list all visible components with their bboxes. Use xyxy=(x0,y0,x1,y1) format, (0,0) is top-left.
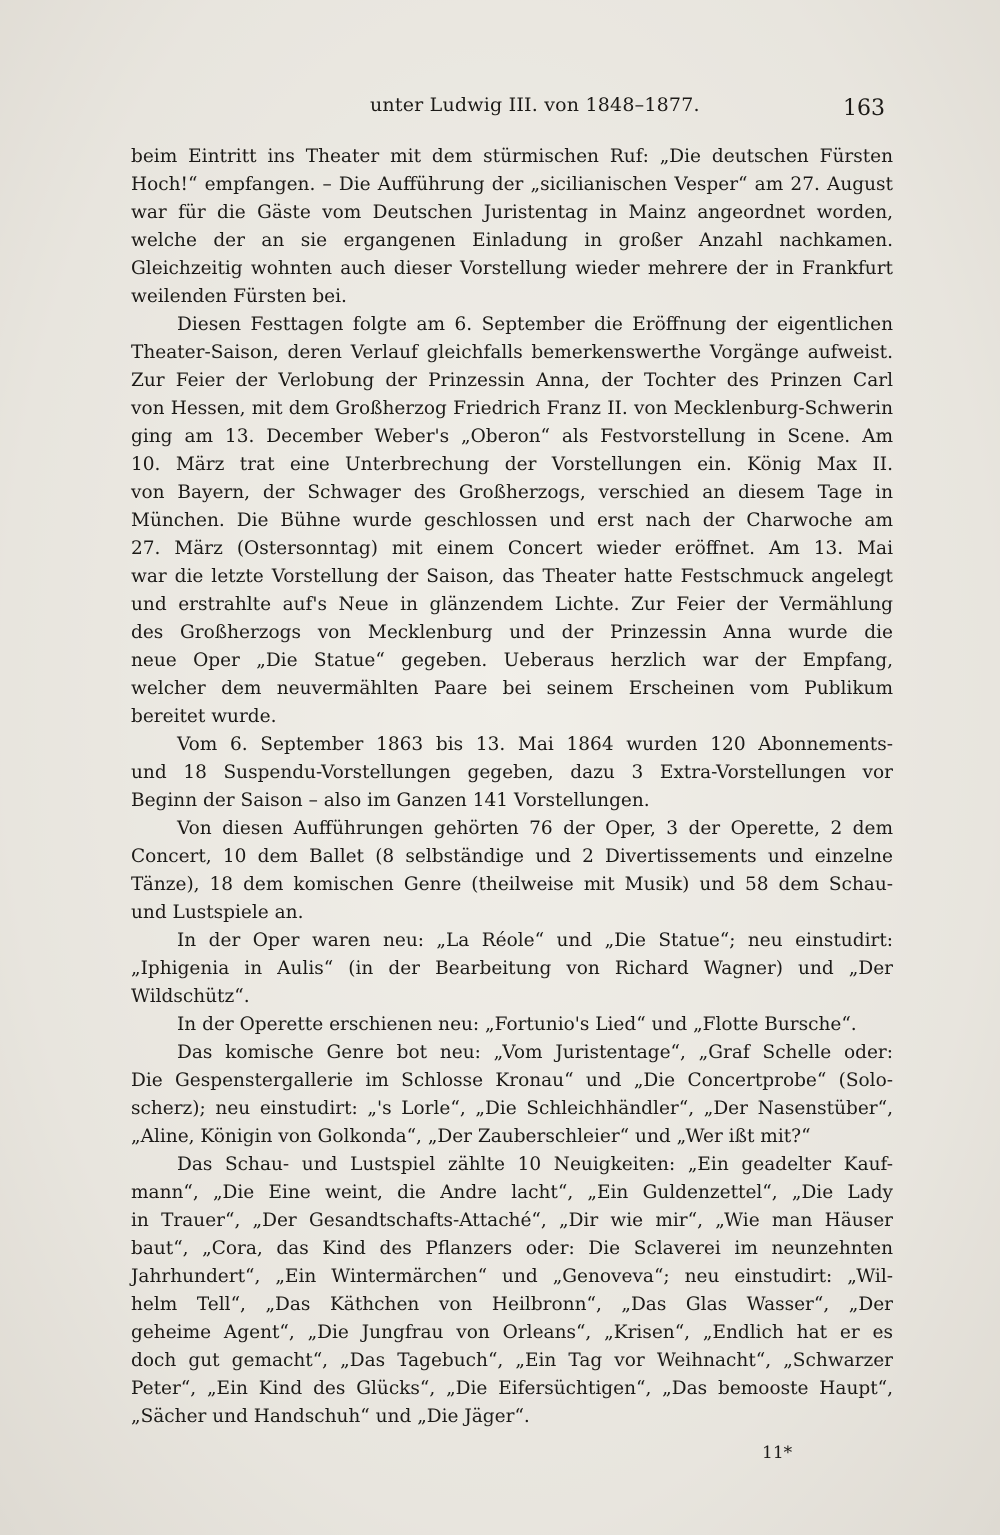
text-line: 10. März trat eine Unterbrechung der Vorstellungen ein. König Max II. xyxy=(131,454,893,475)
text-line: Die Gespenstergallerie im Schlosse Kronau“ und „Die Concertprobe“ (Solo- xyxy=(131,1070,893,1091)
text-line: Jahrhundert“, „Ein Wintermärchen“ und „Genoveva“; neu einstudirt: „Wil- xyxy=(131,1266,893,1287)
text-line: doch gut gemacht“, „Das Tagebuch“, „Ein Tag vor Weihnacht“, „Schwarzer xyxy=(131,1350,893,1371)
text-line: Zur Feier der Verlobung der Prinzessin Anna, der Tochter des Prinzen Carl xyxy=(131,370,893,391)
text-line: beim Eintritt ins Theater mit dem stürmischen Ruf: „Die deutschen Fürsten xyxy=(131,146,893,167)
text-line: welche der an sie ergangenen Einladung in großer Anzahl nachkamen. xyxy=(131,230,893,251)
text-line: 27. März (Ostersonntag) mit einem Concert wieder eröffnet. Am 13. Mai xyxy=(131,538,893,559)
text-line: In der Operette erschienen neu: „Fortunio's Lied“ und „Flotte Bursche“. xyxy=(177,1014,857,1035)
text-line: von Hessen, mit dem Großherzog Friedrich Franz II. von Mecklenburg-Schwerin xyxy=(131,398,893,419)
text-line: neue Oper „Die Statue“ gegeben. Ueberaus herzlich war der Empfang, xyxy=(131,650,893,671)
text-line: mann“, „Die Eine weint, die Andre lacht“, „Ein Guldenzettel“, „Die Lady xyxy=(131,1182,893,1203)
text-line: Das komische Genre bot neu: „Vom Juristentage“, „Graf Schelle oder: xyxy=(177,1042,893,1063)
text-line: ging am 13. December Weber's „Oberon“ als Festvorstellung in Scene. Am xyxy=(131,426,893,447)
text-line: Tänze), 18 dem komischen Genre (theilweise mit Musik) und 58 dem Schau- xyxy=(131,874,893,895)
text-line: bereitet wurde. xyxy=(131,706,277,727)
text-line: von Bayern, der Schwager des Großherzogs, verschied an diesem Tage in xyxy=(131,482,893,503)
text-line: Beginn der Saison – also im Ganzen 141 Vorstellungen. xyxy=(131,790,650,811)
text-line: „Iphigenia in Aulis“ (in der Bearbeitung von Richard Wagner) und „Der xyxy=(131,958,893,979)
text-line: und Lustspiele an. xyxy=(131,902,304,923)
text-line: welcher dem neuvermählten Paare bei seinem Erscheinen vom Publikum xyxy=(131,678,893,699)
text-line: Peter“, „Ein Kind des Glücks“, „Die Eifersüchtigen“, „Das bemooste Haupt“, xyxy=(131,1378,893,1399)
text-line: Vom 6. September 1863 bis 13. Mai 1864 wurden 120 Abonnements- xyxy=(177,734,893,755)
text-line: Von diesen Aufführungen gehörten 76 der Oper, 3 der Operette, 2 dem xyxy=(177,818,893,839)
text-line: geheime Agent“, „Die Jungfrau von Orleans“, „Krisen“, „Endlich hat er es xyxy=(131,1322,893,1343)
text-line: „Sächer und Handschuh“ und „Die Jäger“. xyxy=(131,1406,530,1427)
text-line: Wildschütz“. xyxy=(131,986,250,1007)
text-line: weilenden Fürsten bei. xyxy=(131,286,347,307)
text-line: Das Schau- und Lustspiel zählte 10 Neuigkeiten: „Ein geadelter Kauf- xyxy=(177,1154,893,1175)
text-line: Gleichzeitig wohnten auch dieser Vorstellung wieder mehrere der in Frankfurt xyxy=(131,258,893,279)
text-line: Concert, 10 dem Ballet (8 selbständige und 2 Divertissements und einzelne xyxy=(131,846,893,867)
body-text xyxy=(131,143,893,1431)
text-line: Diesen Festtagen folgte am 6. September die Eröffnung der eigentlichen xyxy=(177,314,893,335)
text-line: München. Die Bühne wurde geschlossen und erst nach der Charwoche am xyxy=(131,510,893,531)
text-line: war die letzte Vorstellung der Saison, das Theater hatte Festschmuck angelegt xyxy=(131,566,893,587)
text-line: des Großherzogs von Mecklenburg und der Prinzessin Anna wurde die xyxy=(131,622,893,643)
text-line: In der Oper waren neu: „La Réole“ und „Die Statue“; neu einstudirt: xyxy=(177,930,893,951)
text-line: und erstrahlte auf's Neue in glänzendem Lichte. Zur Feier der Vermählung xyxy=(131,594,893,615)
page-number: 163 xyxy=(843,96,885,121)
running-head: unter Ludwig III. von 1848–1877. xyxy=(370,94,700,116)
text-line: helm Tell“, „Das Käthchen von Heilbronn“, „Das Glas Wasser“, „Der xyxy=(131,1294,893,1315)
text-line: und 18 Suspendu-Vorstellungen gegeben, dazu 3 Extra-Vorstellungen vor xyxy=(131,762,893,783)
text-line: in Trauer“, „Der Gesandtschafts-Attaché“, „Dir wie mir“, „Wie man Häuser xyxy=(131,1210,893,1231)
text-line: baut“, „Cora, das Kind des Pflanzers oder: Die Sclaverei im neunzehnten xyxy=(131,1238,893,1259)
text-line: war für die Gäste vom Deutschen Juristentag in Mainz angeordnet worden, xyxy=(131,202,893,223)
text-line: Hoch!“ empfangen. – Die Aufführung der „sicilianischen Vesper“ am 27. August xyxy=(131,174,893,195)
text-line: „Aline, Königin von Golkonda“, „Der Zauberschleier“ und „Wer ißt mit?“ xyxy=(131,1126,811,1147)
text-line: Theater-Saison, deren Verlauf gleichfalls bemerkenswerthe Vorgänge aufweist. xyxy=(131,342,893,363)
signature-mark: 11* xyxy=(762,1443,793,1463)
page-header xyxy=(0,94,1000,124)
text-line: scherz); neu einstudirt: „'s Lorle“, „Die Schleichhändler“, „Der Nasenstüber“, xyxy=(131,1098,893,1119)
